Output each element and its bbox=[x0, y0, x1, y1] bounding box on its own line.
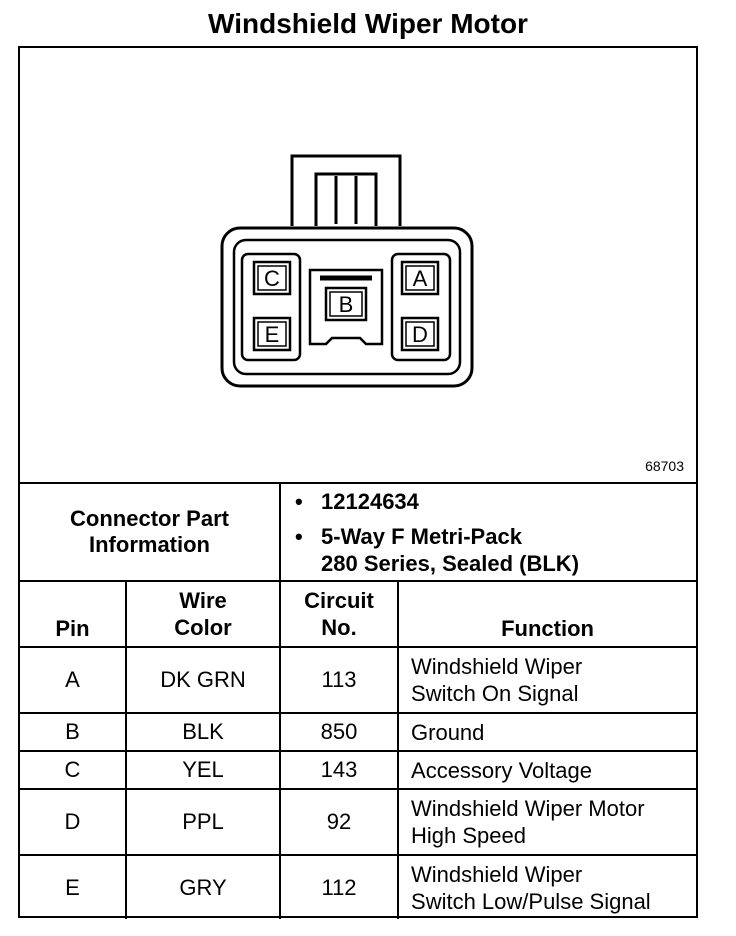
table-row bbox=[20, 647, 696, 713]
cell-pin: A bbox=[20, 647, 126, 713]
cell-wire: DK GRN bbox=[126, 647, 280, 713]
header-circuit: Circuit No. bbox=[280, 581, 398, 647]
bullet-icon: • bbox=[295, 488, 303, 514]
header-pin: Pin bbox=[20, 581, 126, 647]
cell-wire: PPL bbox=[126, 789, 280, 855]
cell-circuit: 92 bbox=[280, 789, 398, 855]
table-row bbox=[20, 855, 696, 919]
connector-info-row bbox=[20, 483, 696, 581]
part-number: 12124634 bbox=[321, 488, 419, 514]
cell-function: Windshield Wiper Motor High Speed bbox=[398, 789, 696, 855]
connector-sheet bbox=[18, 46, 698, 918]
cell-circuit: 143 bbox=[280, 751, 398, 789]
header-row bbox=[20, 581, 696, 647]
table-row bbox=[20, 789, 696, 855]
page-title: Windshield Wiper Motor bbox=[208, 8, 528, 39]
pinout-table bbox=[20, 482, 696, 919]
connector-diagram bbox=[20, 48, 696, 482]
pin-label-c: C bbox=[264, 266, 280, 291]
bullet-icon: • bbox=[295, 523, 303, 549]
cell-function: Windshield Wiper Switch Low/Pulse Signal bbox=[398, 855, 696, 919]
cell-circuit: 112 bbox=[280, 855, 398, 919]
cell-pin: D bbox=[20, 789, 126, 855]
table-row bbox=[20, 751, 696, 789]
connector-info-details bbox=[280, 483, 696, 581]
connector-description-1: 5-Way F Metri-Pack bbox=[321, 523, 522, 549]
cell-function: Windshield Wiper Switch On Signal bbox=[398, 647, 696, 713]
cell-circuit: 113 bbox=[280, 647, 398, 713]
cell-pin: B bbox=[20, 713, 126, 751]
header-function: Function bbox=[398, 581, 696, 647]
pin-label-a: A bbox=[412, 266, 428, 291]
cell-wire: BLK bbox=[126, 713, 280, 751]
connector-description-2: 280 Series, Sealed (BLK) bbox=[321, 550, 580, 576]
cell-function: Ground bbox=[398, 713, 696, 751]
cell-wire: YEL bbox=[126, 751, 280, 789]
connector-drawing bbox=[20, 48, 696, 482]
cell-function: Accessory Voltage bbox=[398, 751, 696, 789]
cell-wire: GRY bbox=[126, 855, 280, 919]
cell-pin: C bbox=[20, 751, 126, 789]
connector-info-label: Connector Part Information bbox=[20, 483, 280, 581]
pin-label-d: D bbox=[412, 322, 428, 347]
table-row bbox=[20, 713, 696, 751]
pin-label-e: E bbox=[264, 322, 280, 347]
cell-circuit: 850 bbox=[280, 713, 398, 751]
header-wire-color: Wire Color bbox=[126, 581, 280, 647]
pin-label-b: B bbox=[338, 292, 354, 317]
figure-id: 68703 bbox=[645, 458, 684, 474]
cell-pin: E bbox=[20, 855, 126, 919]
